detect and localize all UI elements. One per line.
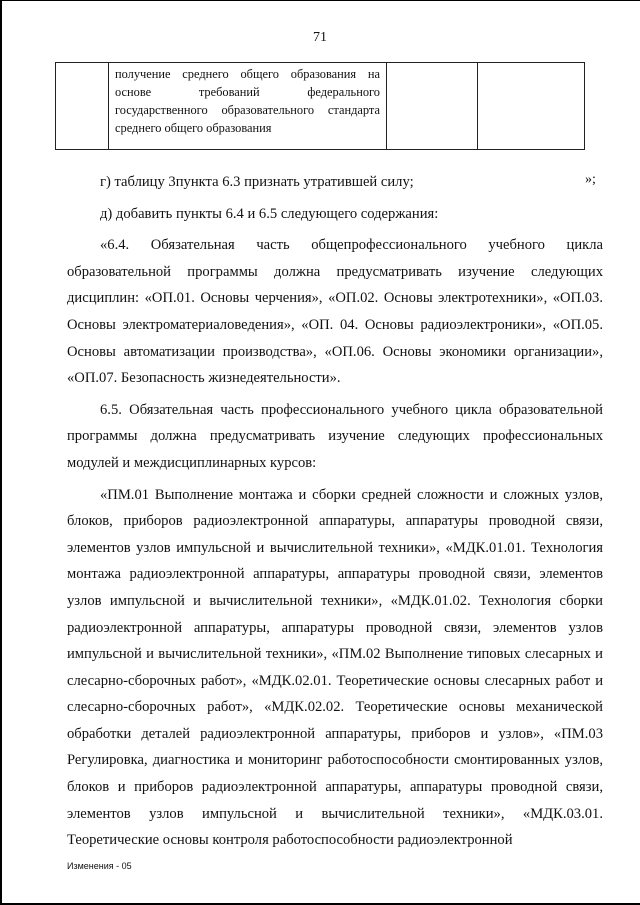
closing-quote: »; <box>585 172 596 187</box>
table-cell-empty <box>478 63 585 150</box>
item-g: г) таблицу 3пункта 6.3 признать утратившей силу; <box>100 174 414 190</box>
document-body <box>67 169 603 854</box>
paragraph-6-5: 6.5. Обязательная часть профессионального учебного цикла образовательной программы должна предусматривать изучение следующих профессиональных модулей и междисциплинарных курсов: <box>67 401 603 471</box>
page-number: 71 <box>313 30 327 45</box>
table-row <box>56 63 585 150</box>
table-cell-text <box>109 63 387 150</box>
footer-note: Изменения - 05 <box>67 861 132 871</box>
page-border-left <box>0 0 2 905</box>
table-cell-content: получение среднего общего образования на основе требований федерального государственного образовательного стандарта среднего общего образования <box>115 67 380 135</box>
table-cell-empty <box>387 63 478 150</box>
page-border-top <box>0 0 640 1</box>
continuation-table <box>55 62 585 150</box>
table-cell-empty <box>56 63 109 150</box>
paragraph-6-4: «6.4. Обязательная часть общепрофессионального учебного цикла образовательной программы должна предусматривать изучение следующих дисциплин: «ОП.01. Основы черчения», «ОП.02. Основы электротехники», «ОП.03. Основы электроматериаловедения», «ОП. 04. Основы радиоэлектроники», «ОП.05. Основы автоматизации производства», «ОП.06. Основы экономики организации», «ОП.07. Безопасность жизнедеятельности». <box>67 237 603 387</box>
item-d: д) добавить пункты 6.4 и 6.5 следующего содержания: <box>100 205 439 222</box>
paragraph-modules: «ПМ.01 Выполнение монтажа и сборки средней сложности и сложных узлов, блоков, приборов радиоэлектронной аппаратуры, аппаратуры проводной связи, элементов узлов импульсной и вычислительной техники», «МДК.01.01. Технология монтажа радиоэлектронной аппаратуры, аппаратуры проводной связи, элементов узлов импульсной и вычислительной техники», «МДК.01.02. Технология сборки радиоэлектронной аппаратуры, аппаратуры проводной связи, элементов узлов импульсной и вычислительной техники», «ПМ.02 Выполнение типовых слесарных и слесарно-сборочных работ», «МДК.02.01. Теоретические основы слесарных работ и слесарно-сборочных работ», «МДК.02.02. Теоретические основы механической обработки деталей радиоэлектронной аппаратуры, приборов и узлов», «ПМ.03 Регулировка, диагностика и мониторинг работоспособности смонтированных узлов, блоков и приборов радиоэлектронной аппаратуры, аппаратуры проводной связи, элементов узлов импульсной и вычислительной техники», «МДК.03.01. Теоретические основы контроля работоспособности радиоэлектронной <box>67 486 603 849</box>
